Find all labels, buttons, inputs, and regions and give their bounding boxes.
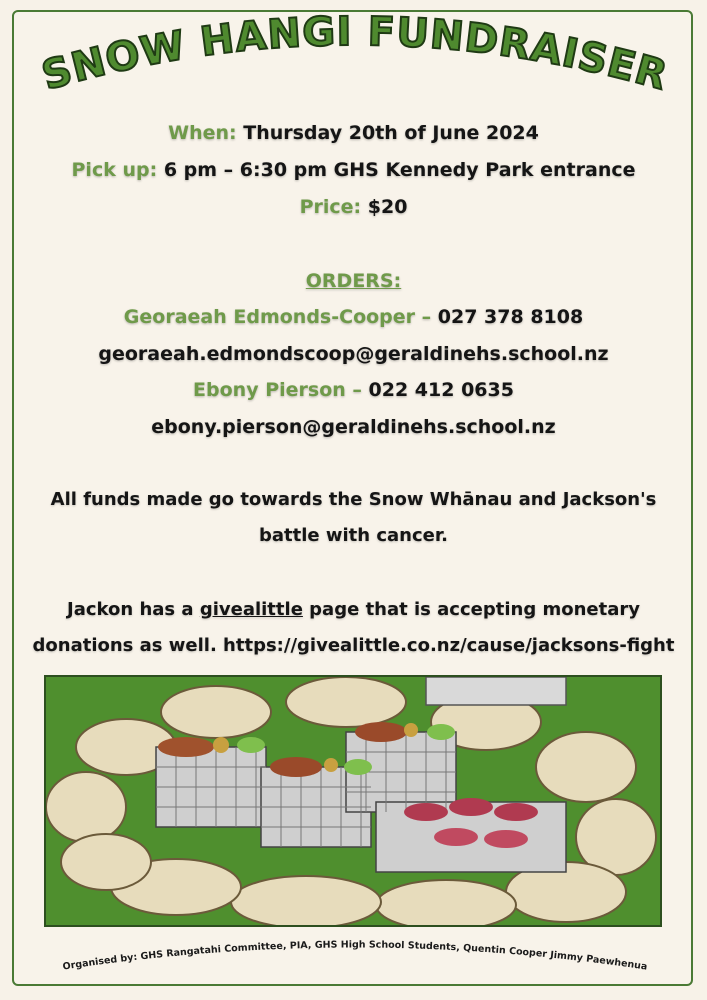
title-graphic: [0, 0, 707, 120]
contact-1-email[interactable]: [0, 343, 707, 365]
when-line: [0, 122, 707, 144]
when-value: Thursday 20th of June 2024: [243, 122, 539, 144]
orders-heading-line: [0, 270, 707, 292]
hangi-baskets-illustration: [44, 675, 662, 927]
pickup-line: [0, 159, 707, 181]
contact-1-name: Georaeah Edmonds-Cooper –: [123, 306, 438, 328]
givealittle-paragraph: [20, 592, 687, 664]
contact-2-name: Ebony Pierson –: [193, 379, 369, 401]
givealittle-after: page that is accepting monetary donations as well. https://givealittle.co.nz/cause/jacksons-fight: [32, 599, 675, 656]
contact-2-email-text: ebony.pierson@geraldinehs.school.nz: [151, 416, 556, 438]
hangi-drawing: [46, 677, 660, 925]
contact-2-line: [0, 379, 707, 401]
contact-2-phone: 022 412 0635: [368, 379, 514, 401]
price-value: $20: [367, 196, 408, 218]
givealittle-before: Jackon has a: [67, 599, 200, 620]
price-label: Price:: [299, 196, 362, 218]
contact-2-email[interactable]: [0, 416, 707, 438]
funds-paragraph: All funds made go towards the Snow Whānau and Jackson's battle with cancer.: [50, 489, 657, 546]
when-label: When:: [168, 122, 237, 144]
footer-graphic: [0, 920, 707, 990]
givealittle-link[interactable]: givealittle: [199, 599, 303, 620]
orders-heading: ORDERS:: [305, 270, 402, 292]
page-title: SNOW HANGI FUNDRAISER: [37, 8, 673, 100]
price-line: [0, 196, 707, 218]
pickup-label: Pick up:: [71, 159, 158, 181]
contact-1-email-text: georaeah.edmondscoop@geraldinehs.school.nz: [98, 343, 609, 365]
organisers-footer: Organised by: GHS Rangatahi Committee, PIA, GHS High School Students, Quentin Cooper Jimmy Paewhenua: [61, 939, 649, 973]
pickup-value: 6 pm – 6:30 pm GHS Kennedy Park entrance: [163, 159, 636, 181]
contact-1-phone: 027 378 8108: [437, 306, 584, 328]
contact-1-line: [0, 306, 707, 328]
